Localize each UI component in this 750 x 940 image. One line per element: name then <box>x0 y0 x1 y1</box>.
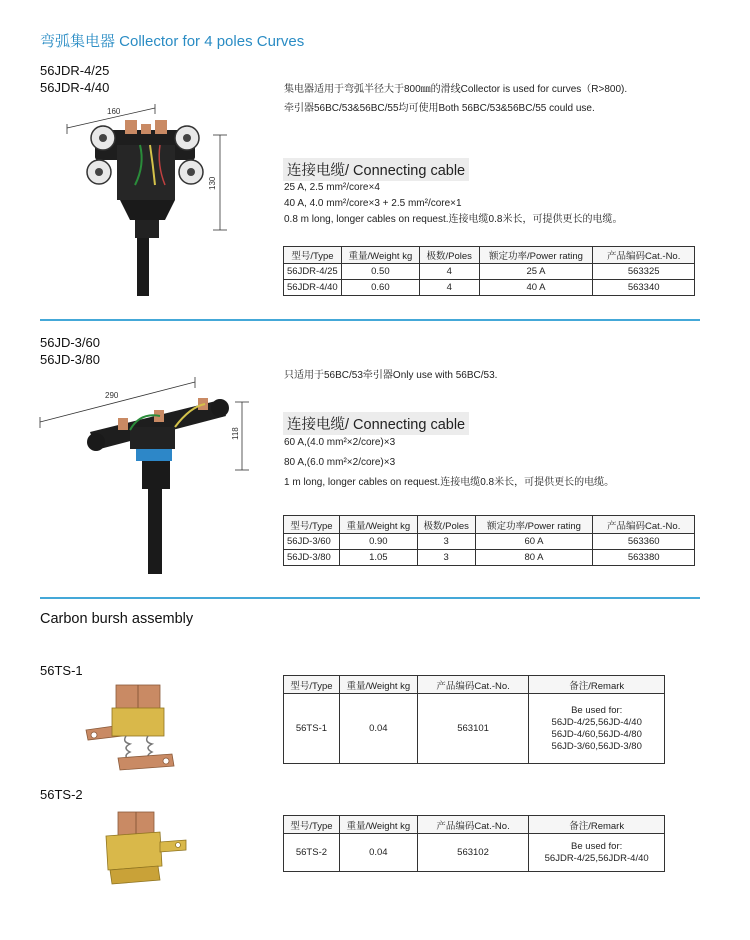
table-cell: 563380 <box>593 550 695 566</box>
model-name: 56JD-3/60 <box>40 335 100 350</box>
dimension-height-label: 130 <box>208 176 217 190</box>
table-cell: 56TS-1 <box>284 694 340 764</box>
cable-spec-line: 25 A, 2.5 mm²/core×4 <box>284 182 380 193</box>
table-header: 产品编码Cat.-No. <box>417 676 529 694</box>
table-cell: 563101 <box>417 694 529 764</box>
remark-line: 56JD-3/60,56JD-3/80 <box>551 740 642 752</box>
table-cell: 4 <box>419 280 479 296</box>
cable-spec-line: 60 A,(4.0 mm²×2/core)×3 <box>284 437 396 448</box>
table-cell: 563325 <box>593 264 695 280</box>
table-cell: 0.60 <box>341 280 419 296</box>
table-header: 产品编码Cat.-No. <box>593 516 695 534</box>
table-header: 备注/Remark <box>529 676 665 694</box>
table-cell: 25 A <box>479 264 593 280</box>
table-cell: 60 A <box>475 534 593 550</box>
table-cell: 563102 <box>417 834 529 872</box>
table-cell: 4 <box>419 264 479 280</box>
table-header: 额定功率/Power rating <box>475 516 593 534</box>
table-cell: 0.90 <box>339 534 417 550</box>
remark-line: Be used for: <box>571 704 623 716</box>
cable-spec-line: 40 A, 4.0 mm²/core×3 + 2.5 mm²/core×1 <box>284 198 462 209</box>
description-line: 只适用于56BC/53牵引器Only use with 56BC/53. <box>284 370 498 381</box>
dimension-height-label: 118 <box>231 427 240 440</box>
collector-4-pole-illustration <box>55 100 245 300</box>
table-header: 备注/Remark <box>529 816 665 834</box>
cable-spec-line: 1 m long, longer cables on request.连接电缆0.8米长，可提供更长的电缆。 <box>284 477 615 488</box>
model-name: 56JD-3/80 <box>40 352 100 367</box>
table-header: 极数/Poles <box>419 247 479 264</box>
table-header: 型号/Type <box>284 816 340 834</box>
table-cell: 0.50 <box>341 264 419 280</box>
table-row <box>284 534 695 550</box>
table-cell: 56TS-2 <box>284 834 340 872</box>
spec-table-56ts-1 <box>283 675 665 764</box>
model-name: 56JDR-4/25 <box>40 63 110 78</box>
description-line: 牵引器56BC/53&56BC/55均可使用Both 56BC/53&56BC/55 could use. <box>284 103 595 114</box>
table-header: 极数/Poles <box>417 516 475 534</box>
table-header: 型号/Type <box>284 676 340 694</box>
cable-spec-line: 0.8 m long, longer cables on request.连接电缆0.8米长，可提供更长的电缆。 <box>284 214 623 225</box>
table-header: 重量/Weight kg <box>339 516 417 534</box>
table-cell: 3 <box>417 550 475 566</box>
table-cell: 1.05 <box>339 550 417 566</box>
dimension-width-label: 290 <box>105 391 119 400</box>
table-cell: 56JDR-4/40 <box>284 280 342 296</box>
connecting-cable-title: 连接电缆/ Connecting cable <box>283 158 469 181</box>
table-header: 重量/Weight kg <box>339 816 417 834</box>
model-name: 56JDR-4/40 <box>40 80 110 95</box>
table-cell: 56JD-3/80 <box>284 550 340 566</box>
description-line: 集电器适用于弯弧半径大于800㎜的滑线Collector is used for curves（R>800). <box>284 84 628 95</box>
table-cell: 3 <box>417 534 475 550</box>
spec-table-56ts-2 <box>283 815 665 872</box>
table-row <box>284 264 695 280</box>
model-name: 56TS-1 <box>40 663 83 678</box>
connecting-cable-title: 连接电缆/ Connecting cable <box>283 412 469 435</box>
remark-line: 56JDR-4/25,56JDR-4/40 <box>544 852 649 864</box>
table-cell: 563360 <box>593 534 695 550</box>
spec-table-collector-3-pole <box>283 515 695 566</box>
carbon-brush-illustration <box>100 808 190 888</box>
table-header: 重量/Weight kg <box>339 676 417 694</box>
remark-line: 56JD-4/60,56JD-4/80 <box>551 728 642 740</box>
carbon-brush-illustration <box>82 680 192 775</box>
table-cell: 0.04 <box>339 834 417 872</box>
remark-line: 56JD-4/25,56JD-4/40 <box>551 716 642 728</box>
table-header: 产品编码Cat.-No. <box>417 816 529 834</box>
table-row <box>284 694 665 764</box>
table-cell: 56JD-3/60 <box>284 534 340 550</box>
remark-cell <box>529 694 665 764</box>
section-divider <box>40 319 700 321</box>
table-row <box>284 550 695 566</box>
remark-line: Be used for: <box>571 840 623 852</box>
table-row <box>284 280 695 296</box>
collector-3-pole-illustration <box>30 372 255 577</box>
table-header: 产品编码Cat.-No. <box>593 247 695 264</box>
table-cell: 563340 <box>593 280 695 296</box>
table-header: 重量/Weight kg <box>341 247 419 264</box>
table-row <box>284 834 665 872</box>
table-header: 额定功率/Power rating <box>479 247 593 264</box>
table-cell: 0.04 <box>339 694 417 764</box>
table-cell: 56JDR-4/25 <box>284 264 342 280</box>
model-name: 56TS-2 <box>40 787 83 802</box>
table-header: 型号/Type <box>284 516 340 534</box>
cable-spec-line: 80 A,(6.0 mm²×2/core)×3 <box>284 457 396 468</box>
dimension-width-label: 160 <box>107 107 121 116</box>
remark-cell <box>529 834 665 872</box>
table-header: 型号/Type <box>284 247 342 264</box>
table-cell: 40 A <box>479 280 593 296</box>
table-cell: 80 A <box>475 550 593 566</box>
section-title: Carbon bursh assembly <box>40 611 194 627</box>
page-title: 弯弧集电器 Collector for 4 poles Curves <box>40 33 305 50</box>
spec-table-collector-4-pole <box>283 246 695 296</box>
section-divider <box>40 597 700 599</box>
